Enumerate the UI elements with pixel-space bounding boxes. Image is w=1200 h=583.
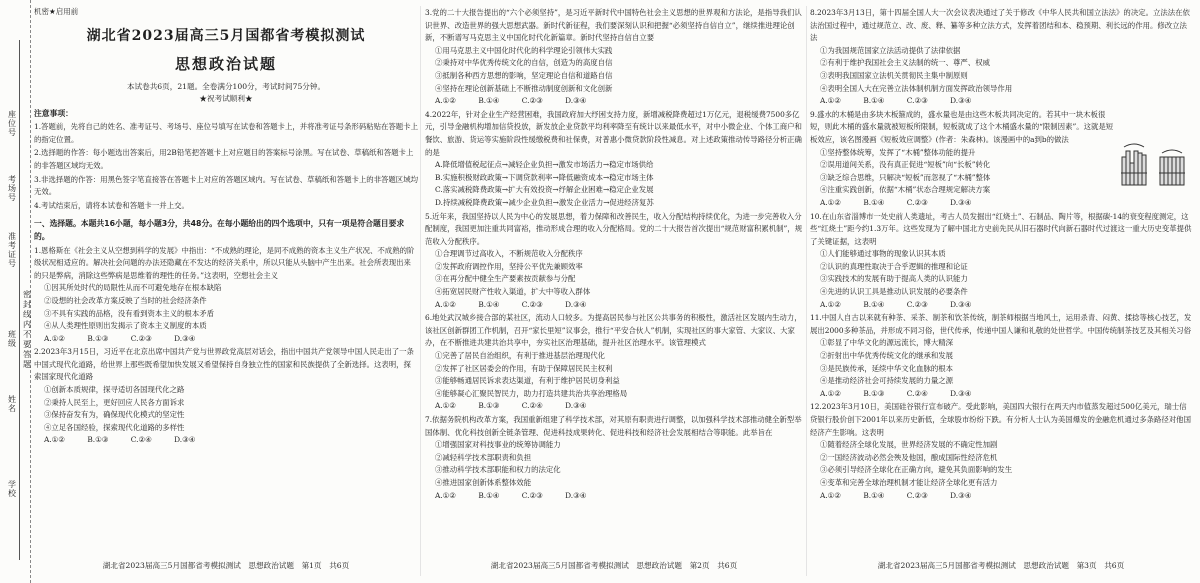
seal-mark: 内: [23, 320, 31, 329]
q3-option: ②秉持对中华优秀传统文化的自信，创造为的高度自信: [435, 58, 613, 68]
answer-c: C.②③: [906, 96, 928, 106]
answer-a: A.①②: [435, 96, 456, 106]
answer-b: B.①③: [478, 401, 500, 411]
page-3: [810, 6, 1192, 558]
q10-option: ④先进的认识工具是推动认识发展的必要条件: [820, 287, 968, 297]
section-heading: 一、选择题。本题共16小题，每小题3分，共48分。在每小题给出的四个选项中，只有一项是符合题目要求的。: [34, 219, 405, 241]
q6-option: ①完善了居民自治组织，有利于推进基层治理现代化: [435, 351, 605, 361]
q8-answers: [810, 95, 1192, 108]
q12-option: ④变革和完善全球治理机制才能让经济全球化更有活力: [820, 477, 998, 487]
good-luck-text: ★祝考试顺利★: [199, 93, 253, 103]
question-10: 10.在山东省淄博市一处史前人类遗址，考古人员发掘出“红烧土”、石制品、陶片等，根据碳-14的衰变程度测定，这些“红烧土”距今约1.3万年。这些发现为了解中国北方史前先民从旧石器时代向新石器时代过渡这一重大历史变革提供了关键证据，这表明: [810, 211, 1192, 246]
exam-room-label: 考场号: [8, 175, 16, 202]
seal-mark: 线: [23, 310, 31, 319]
question-9: 9.盛水的木桶是由多块木板箍成的，盛水量也是由这些木板共同决定的。若其中一块木板很短，则此木桶的盛水量就被短板所限制，短板就成了这个木桶盛水量的“限制因素”。这就是短板效应，该名图漫画《短板效应调整》(作者：朱森林)。该漫画中的a到b的做法: [810, 109, 1114, 144]
page-3-footer: 湖北省2023届高三5月国都省考模拟测试 思想政治试题 第3页 共6页: [877, 561, 1125, 570]
ticket-number-label: 准考证号: [8, 232, 16, 268]
q2-option: ①创新本质规律，探寻适切各国现代化之路: [44, 385, 185, 395]
q10-option: ③实践技术的发展有助于提高人类的认识能力: [820, 274, 968, 284]
page-2: [425, 6, 803, 558]
q7-option: ③推动科学技术部职能和权力的法定化: [435, 465, 561, 475]
answer-d: D.③④: [565, 490, 587, 500]
question-2: 2.2023年3月15日，习近平在北京出席中国共产党与世界政党高层对话会，指出中国共产党领导中国人民走出了一条中国式现代化道路，给世界上那些既希望加快发展又希望保持自身独立性的国家和民族提供了全新选择。这表明，探索国家现代化道路: [34, 347, 414, 382]
answer-c: C.②④: [906, 388, 928, 398]
q4-option: C.落实减税降费政策→扩大有效投资→纾解企业困难→稳定企业发展: [435, 185, 654, 195]
q10-option: ②认识的真理性取决于合乎逻辑的推理和论证: [820, 261, 968, 271]
confidential-mark: 机密★启用前: [34, 7, 79, 16]
answer-a: A.①②: [820, 96, 841, 106]
answer-c: C.②④: [521, 401, 543, 411]
q2-option: ③保持奋发有为，确保现代化模式的坚定性: [44, 410, 185, 420]
q7-option: ②减轻科学技术部职责和负担: [435, 452, 532, 462]
exam-info: 本试卷共6页，21题。全卷满分100分，考试时间75分钟。: [126, 81, 326, 91]
question-7: 7.依据务院机构改革方案，我国重新组建了科学技术部，对其原有职责进行调整，以加强科学技术部推动健全新型举国体制、优化科技创新全链条管理、促进科技成果转化、促进科技和经济社会发展相结合等职能。此举旨在: [425, 415, 802, 437]
q12-option: ①随着经济全球化发展，世界经济发展的不确定性加剧: [820, 440, 998, 450]
answer-c: C.②③: [906, 299, 928, 309]
column-divider: [420, 6, 421, 576]
answer-c: C.②③: [130, 333, 152, 343]
seal-mark: 答: [23, 350, 31, 359]
q5-answers: [425, 299, 803, 312]
q2-answers: [34, 434, 418, 447]
answer-b: B.①③: [863, 388, 885, 398]
q2-option: ④立足各国经验，探索现代化道路的多样性: [44, 422, 185, 432]
subject-title: 思想政治试题: [174, 54, 277, 73]
answer-a: A.①②: [435, 299, 456, 309]
answer-d: D.③④: [950, 490, 972, 500]
q6-option: ③能够畅通居民诉求表达渠道，有利于维护居民切身利益: [435, 376, 620, 386]
answer-b: B.①④: [478, 490, 500, 500]
answer-a: A.①②: [44, 435, 65, 445]
q5-option: ②发挥政府调控作用，坚持公平优先兼顾效率: [435, 261, 583, 271]
answer-a: A.①②: [435, 490, 456, 500]
q6-answers: [425, 400, 803, 413]
question-11: 11.中国人自古以来就有种茶、采茶、制茶和饮茶传统，制茶师根据当地风土，运用杀青、闷黄、揉捻等核心技艺，发展出2000多种茶品，并形成不同习俗，世代传承，传递中国人谦和礼敬的处世哲学。中国传统制茶技艺及其相关习俗: [810, 313, 1192, 335]
q8-option: ①为我国规范国家立法活动提供了法律依据: [820, 45, 961, 55]
answer-b: B.①④: [478, 299, 500, 309]
answer-b: B.①④: [863, 490, 885, 500]
wooden-barrel-cartoon: [1118, 143, 1190, 189]
q3-option: ③抵制各种西方思想的影响，坚定理论自信和道路自信: [435, 70, 613, 80]
answer-d: D.③④: [950, 388, 972, 398]
answer-b: B.①④: [863, 299, 885, 309]
answer-d: D.③④: [565, 401, 587, 411]
answer-a: A.①②: [820, 388, 841, 398]
class-label: 班级: [8, 330, 16, 348]
answer-d: D.③④: [950, 299, 972, 309]
q12-option: ②一国经济波动必然会殃及他国，酿成国际性经济危机: [820, 452, 998, 462]
school-label: 学校: [8, 480, 16, 498]
exam-title: 湖北省2023届高三5月国都省考模拟测试: [86, 27, 366, 44]
q5-option: ③在再分配中健全生产要素按贡献参与分配: [435, 274, 576, 284]
notes-heading: 注意事项：: [34, 108, 73, 118]
q6-option: ②发挥了社区居委会的作用，有助于保障居民民主权利: [435, 363, 613, 373]
binding-margin: [0, 0, 31, 583]
note-item: 1.答题前，先将自己的姓名、准考证号、考场号、座位号填写在试卷和答题卡上，并将准考证号条形码粘贴在答题卡上的指定位置。: [34, 122, 418, 144]
q9-option: ③缺乏综合思维，只解决“短板”而忽视了“木桶”整体: [820, 172, 991, 182]
answer-d: D.③④: [174, 333, 196, 343]
q8-option: ④表明全国人大在完善立法体制机制方面发挥政治领导作用: [820, 83, 1013, 93]
q3-answers: [425, 95, 803, 108]
q5-option: ④拓宽居民财产性收入渠道，扩大中等收入群体: [435, 287, 591, 297]
answer-b: B.①③: [87, 435, 109, 445]
q6-option: ④能够凝心汇聚民智民力，助力打造共建共治共享治理格局: [435, 388, 628, 398]
q4-option: D.持续减税降费政策→减少企业负担→激发企业活力→促进经济复苏: [435, 197, 654, 207]
q11-answers: [810, 388, 1192, 401]
answer-d: D.③④: [174, 435, 196, 445]
answer-c: C.②③: [906, 490, 928, 500]
answer-c: C.②③: [521, 299, 543, 309]
seal-mark: 密: [23, 290, 31, 299]
answer-c: C.②③: [521, 96, 543, 106]
note-item: 3.非选择题的作答：用黑色签字笔直接答在答题卡上对应的答题区域内。写在试卷、草稿纸和答题卡上的非答题区域均无效。: [34, 174, 418, 197]
question-12: 12.2023年3月10日，美国硅谷银行宣布破产。受此影响，美国四大银行在两天内市值蒸发超过500亿美元，瑞士信贷银行股价创下2001年以来历史新低，全球股市纷纷下跌。有分析人士认为美国爆发的金融危机通过多条路径对他国经济产生影响。这表明: [810, 402, 1191, 437]
q11-option: ②折射出中华优秀传统文化的继承和发展: [820, 351, 954, 361]
answer-a: A.①②: [44, 333, 65, 343]
q9-option: ④注重实践创新，依据“木桶”状态合理规定解决方案: [820, 185, 991, 195]
q1-option: ①因其所处时代的局限性从而不可避免地存在根本缺陷: [44, 283, 222, 293]
answer-a: A.①②: [820, 197, 841, 207]
q9-option: ①坚持整体统筹，发挥了“木桶”整体功能的提升: [820, 147, 976, 157]
question-5: 5.近年来，我国坚持以人民为中心的发展思想，着力保障和改善民生，收入分配结构持续优化，为进一步完善收入分配制度，我国更加注重共同富裕，推动形成合理的收入分配格局。党的二十大报告首次提出“规范财富积累机制”，规范收入分配秩序。: [425, 211, 803, 246]
answer-a: A.①②: [820, 299, 841, 309]
seal-mark: 要: [23, 340, 31, 349]
q11-option: ④是推动经济社会可持续发展的力量之源: [820, 376, 954, 386]
answer-b: B.①③: [87, 333, 109, 343]
q11-option: ①彰显了中华文化的源远流长，博大精深: [820, 338, 954, 348]
q3-option: ①用马克思主义中国化时代化的科学理论引领伟大实践: [435, 45, 613, 55]
question-4: 4.2022年，针对企业生产经营困难，我国政府加大纾困支持力度，新增减税降费超过1万亿元，退税缓费7500多亿元，引导金融机构增加信贷投放，新发放企业贷款平均利率降至有统计以来最低水平，对中小微企业、个体工商户和餐饮、旅游、货运等实施阶段性缓缴税费和社保费，对普惠小微贷款阶段性减息。对上述政策推动传导路径分析正确的是: [425, 109, 802, 157]
q7-option: ①增强国家对科技事业的统筹协调能力: [435, 440, 561, 450]
q11-option: ③是民族传承，延续中华文化血脉的根本: [820, 363, 954, 373]
page-1: [34, 6, 418, 558]
q1-option: ④从人类理性原则出发揭示了资本主义制度的本质: [44, 321, 207, 331]
seal-line: [19, 40, 20, 560]
q12-option: ③必须引导经济全球化在正确方向，避免其负面影响的发生: [820, 465, 1013, 475]
note-item: 4.考试结束后，请将本试卷和答题卡一并上交。: [34, 200, 189, 210]
q1-answers: [34, 333, 418, 346]
page-1-footer: 湖北省2023届高三5月国都省考模拟测试 思想政治试题 第1页 共6页: [102, 561, 350, 570]
answer-b: B.①④: [863, 96, 885, 106]
q1-option: ②设想的社会改革方案反映了当时的社会经济条件: [44, 295, 207, 305]
q4-option: B.实施积极财政政策→下调贷款利率→降低融资成本→稳定市场主体: [435, 172, 654, 182]
q1-option: ③不具有实践的品格，没有看到资本主义的根本矛盾: [44, 308, 214, 318]
barrel-a: [1121, 144, 1147, 185]
question-6: 6.地处武汉城乡接合部的某社区，流动人口较多。为提高居民参与社区公共事务的积极性，激活社区发展内生动力，该社区创新群团工作机制，召开“家长里短”议事会，推行“平安合伙人”机制，实现社区的事大家管、大家议、大家办，在不断推进共建共治共享中，夯实社区治理基础，提升社区治理水平。该管理模式: [425, 313, 802, 348]
answer-a: A.①②: [820, 490, 841, 500]
q12-answers: [810, 490, 1192, 503]
q8-option: ③表明我国国家立法机关贯彻民主集中制原则: [820, 70, 968, 80]
q4-option: A.降低增值税起征点→减轻企业负担→激发市场活力→稳定市场供给: [435, 160, 654, 170]
question-8: 8.2023年3月13日，第十四届全国人大一次会议表决通过了关于修改《中华人民共和国立法法》的决定。立法法在依法治国过程中，通过规范立、改、废、释、纂等多种立法方式，发挥着团结和本、稳预期、利长远的作用。修改立法法: [810, 8, 1190, 43]
answer-c: C.②③: [521, 490, 543, 500]
answer-b: B.①④: [863, 197, 885, 207]
answer-c: C.②④: [130, 435, 152, 445]
seat-number-label: 座位号: [8, 110, 16, 137]
q7-answers: [425, 490, 803, 503]
q7-option: ④推进国家创新体系整体效能: [435, 477, 532, 487]
answer-d: D.③④: [950, 197, 972, 207]
answer-c: C.②③: [906, 197, 928, 207]
question-3: 3.党的二十大报告提出的“六个必须坚持”，是习近平新时代中国特色社会主义思想的世界观和方法论，是指导我们认识世界、改造世界的强大思想武器。新时代新征程，我们要深刻认识和把握“必须坚持自信自立”，继续推进理论创新，不断谱写马克思主义中国化时代化新篇章。新时代坚持自信自立要: [425, 8, 802, 43]
q9-answers: [810, 197, 1192, 210]
q3-option: ④坚持在理论创新基础上不断推动制度创新和文化创新: [435, 83, 613, 93]
q10-option: ①人们能够通过事物的现象认识其本质: [820, 249, 946, 259]
barrel-b: [1159, 150, 1185, 185]
answer-b: B.①④: [478, 96, 500, 106]
q5-option: ①合理调节过高收入，不断规范收入分配秩序: [435, 249, 583, 259]
q9-option: ②误用道间关系，没有真正促进“短板”向“长板”转化: [820, 160, 991, 170]
note-item: 2.选择题的作答：每小题选出答案后，用2B铅笔把答题卡上对应题目的答案标号涂黑。写在试卷、草稿纸和答题卡上的非答题区域均无效。: [34, 148, 414, 170]
answer-d: D.③④: [950, 96, 972, 106]
answer-d: D.③④: [565, 299, 587, 309]
q2-option: ②秉持人民至上，更好回应人民各方面诉求: [44, 397, 185, 407]
seal-mark: 题: [23, 360, 31, 369]
q10-answers: [810, 299, 1192, 312]
seal-mark: 不: [23, 330, 31, 339]
answer-a: A.①②: [435, 401, 456, 411]
question-1: 1.恩格斯在《社会主义从空想到科学的发展》中指出：“不成熟的理论，是同不成熟的资本主义生产状况、不成熟的阶级状况相适应的。解决社会问题的办法还隐藏在不发达的经济关系中，所以只能从头脑中产生出来。社会所表现出来的只是弊病，消除这些弊病是思维着的理性的任务。”这表明，空想社会主义: [34, 245, 415, 280]
column-divider: [806, 6, 807, 576]
answer-d: D.③④: [565, 96, 587, 106]
seal-mark: 封: [23, 300, 31, 309]
q8-option: ②有利于维护我国社会主义法制的统一、尊严、权威: [820, 58, 990, 68]
name-label: 姓名: [8, 395, 16, 413]
page-2-footer: 湖北省2023届高三5月国都省考模拟测试 思想政治试题 第2页 共6页: [490, 561, 738, 570]
